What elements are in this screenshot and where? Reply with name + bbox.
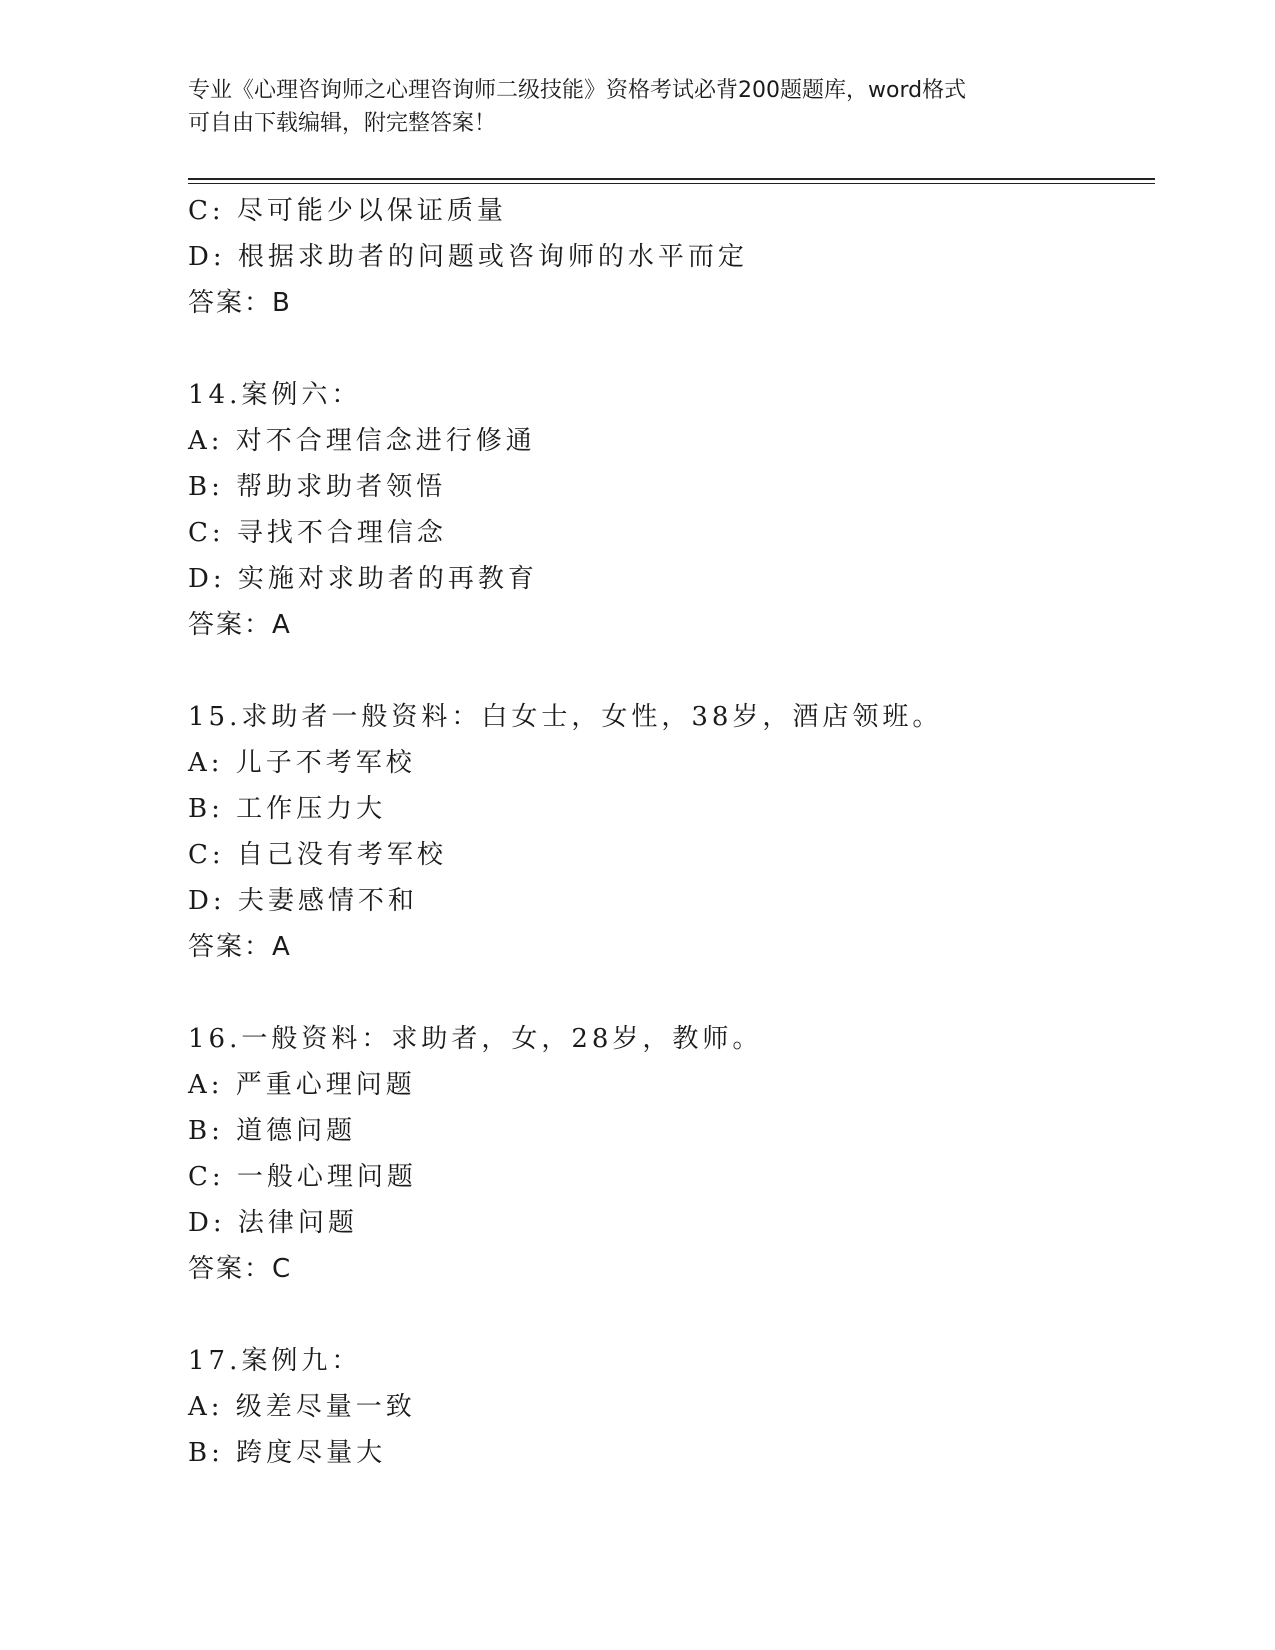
answer-line: 答案：A xyxy=(188,932,292,962)
answer-option: A: 对不合理信念进行修通 xyxy=(188,426,536,456)
header-title-line-2: 可自由下载编辑，附完整答案！ xyxy=(188,111,497,136)
answer-option: C: 寻找不合理信念 xyxy=(188,518,447,548)
answer-option: D: 夫妻感情不和 xyxy=(188,886,418,916)
answer-option: B: 跨度尽量大 xyxy=(188,1438,387,1468)
question-stem: 15.求助者一般资料：白女士，女性，38岁，酒店领班。 xyxy=(188,702,943,732)
header-divider-thick xyxy=(188,178,1155,180)
answer-option: B: 帮助求助者领悟 xyxy=(188,472,447,502)
answer-line: 答案：B xyxy=(188,288,292,318)
answer-option: B: 道德问题 xyxy=(188,1116,357,1146)
answer-option: C: 一般心理问题 xyxy=(188,1162,417,1192)
answer-option: C: 自己没有考军校 xyxy=(188,840,447,870)
header-title-line-1: 专业《心理咨询师之心理咨询师二级技能》资格考试必背200题题库，word格式 xyxy=(188,78,967,103)
question-list xyxy=(188,188,1148,1476)
spacer xyxy=(188,326,1148,372)
header-divider-thin xyxy=(188,183,1155,184)
document-header xyxy=(188,74,1088,140)
answer-option: D: 根据求助者的问题或咨询师的水平而定 xyxy=(188,242,748,272)
spacer xyxy=(188,1292,1148,1338)
spacer xyxy=(188,970,1148,1016)
answer-option: D: 法律问题 xyxy=(188,1208,358,1238)
answer-option: B: 工作压力大 xyxy=(188,794,387,824)
answer-option: D: 实施对求助者的再教育 xyxy=(188,564,538,594)
answer-option: A: 儿子不考军校 xyxy=(188,748,416,778)
answer-option: C: 尽可能少以保证质量 xyxy=(188,196,507,226)
answer-option: A: 级差尽量一致 xyxy=(188,1392,416,1422)
answer-line: 答案：A xyxy=(188,610,292,640)
question-stem: 14.案例六： xyxy=(188,380,362,410)
answer-option: A: 严重心理问题 xyxy=(188,1070,416,1100)
question-stem: 17.案例九： xyxy=(188,1346,362,1376)
question-stem: 16.一般资料：求助者，女，28岁，教师。 xyxy=(188,1024,763,1054)
answer-line: 答案：C xyxy=(188,1254,293,1284)
spacer xyxy=(188,648,1148,694)
